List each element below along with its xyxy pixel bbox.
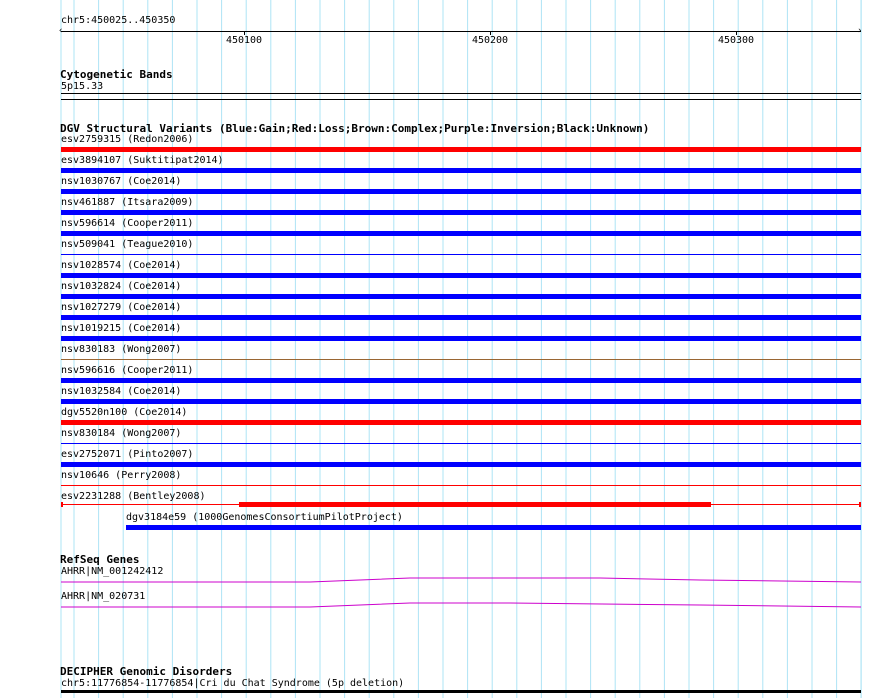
variant-label[interactable]: nsv596614 (Cooper2011) — [61, 218, 194, 229]
variant-bar[interactable] — [61, 378, 861, 383]
variant-bar[interactable] — [61, 462, 861, 467]
ruler-left-arrow-icon: ‹ — [58, 26, 64, 36]
variant-bar[interactable] — [61, 189, 861, 194]
variant-bar[interactable] — [61, 273, 861, 278]
ruler-tick-label: 450200 — [471, 35, 509, 46]
decipher-item-label[interactable]: chr5:11776854-11776854|Cri du Chat Syndrome (5p deletion) — [61, 678, 405, 689]
variant-bar[interactable] — [61, 294, 861, 299]
variant-bar[interactable] — [61, 254, 861, 255]
variant-core-bar[interactable] — [239, 502, 711, 507]
variant-label[interactable]: nsv461887 (Itsara2009) — [61, 197, 194, 208]
gene-label[interactable]: AHRR|NM_001242412 — [61, 566, 164, 577]
location-label: chr5:450025..450350 — [61, 15, 176, 26]
variant-label[interactable]: nsv10646 (Perry2008) — [61, 470, 182, 481]
variant-label[interactable]: nsv509041 (Teague2010) — [61, 239, 194, 250]
decipher-feature-bar[interactable] — [61, 690, 861, 693]
variant-label[interactable]: esv3894107 (Suktitipat2014) — [61, 155, 224, 166]
gene-model[interactable] — [0, 599, 890, 611]
variant-bar[interactable] — [61, 485, 861, 486]
cytoband-line — [61, 93, 861, 94]
cytoband-track-title: Cytogenetic Bands — [60, 68, 173, 81]
gene-model[interactable] — [0, 575, 890, 587]
variant-label[interactable]: esv2759315 (Redon2006) — [61, 134, 194, 145]
refseq-track-title: RefSeq Genes — [60, 553, 140, 566]
variant-label[interactable]: nsv1032584 (Coe2014) — [61, 386, 182, 397]
variant-label[interactable]: dgv5520n100 (Coe2014) — [61, 407, 188, 418]
variant-bar[interactable] — [126, 525, 861, 530]
variant-label[interactable]: nsv1028574 (Coe2014) — [61, 260, 182, 271]
variant-bar[interactable] — [61, 359, 861, 360]
variant-label[interactable]: dgv3184e59 (1000GenomesConsortiumPilotProject) — [126, 512, 403, 523]
variant-label[interactable]: nsv596616 (Cooper2011) — [61, 365, 194, 376]
coordinate-ruler — [61, 31, 861, 32]
variant-bar[interactable] — [61, 231, 861, 236]
variant-bar[interactable] — [61, 336, 861, 341]
variant-label[interactable]: nsv1030767 (Coe2014) — [61, 176, 182, 187]
variant-bar[interactable] — [61, 420, 861, 425]
gene-label[interactable]: AHRR|NM_020731 — [61, 591, 146, 602]
variant-bar[interactable] — [61, 399, 861, 404]
cytoband-line — [61, 99, 861, 100]
ruler-tick-label: 450100 — [225, 35, 263, 46]
variant-label[interactable]: nsv830184 (Wong2007) — [61, 428, 182, 439]
variant-label[interactable]: nsv1032824 (Coe2014) — [61, 281, 182, 292]
variant-endcap — [61, 502, 63, 507]
variant-endcap — [859, 502, 861, 507]
variant-label[interactable]: nsv830183 (Wong2007) — [61, 344, 182, 355]
ruler-right-arrow-icon: › — [857, 26, 863, 36]
variant-label[interactable]: nsv1019215 (Coe2014) — [61, 323, 182, 334]
cytoband-label: 5p15.33 — [61, 81, 104, 92]
variant-bar[interactable] — [61, 443, 861, 444]
variant-bar[interactable] — [61, 147, 861, 152]
variant-label[interactable]: esv2231288 (Bentley2008) — [61, 491, 206, 502]
decipher-track-title: DECIPHER Genomic Disorders — [60, 665, 233, 678]
ruler-tick-label: 450300 — [717, 35, 755, 46]
variant-bar[interactable] — [61, 315, 861, 320]
variant-bar[interactable] — [61, 210, 861, 215]
dgv-track-title: DGV Structural Variants (Blue:Gain;Red:Loss;Brown:Complex;Purple:Inversion;Black:Unknown) — [60, 122, 650, 135]
variant-bar[interactable] — [61, 168, 861, 173]
variant-label[interactable]: nsv1027279 (Coe2014) — [61, 302, 182, 313]
variant-label[interactable]: esv2752071 (Pinto2007) — [61, 449, 194, 460]
